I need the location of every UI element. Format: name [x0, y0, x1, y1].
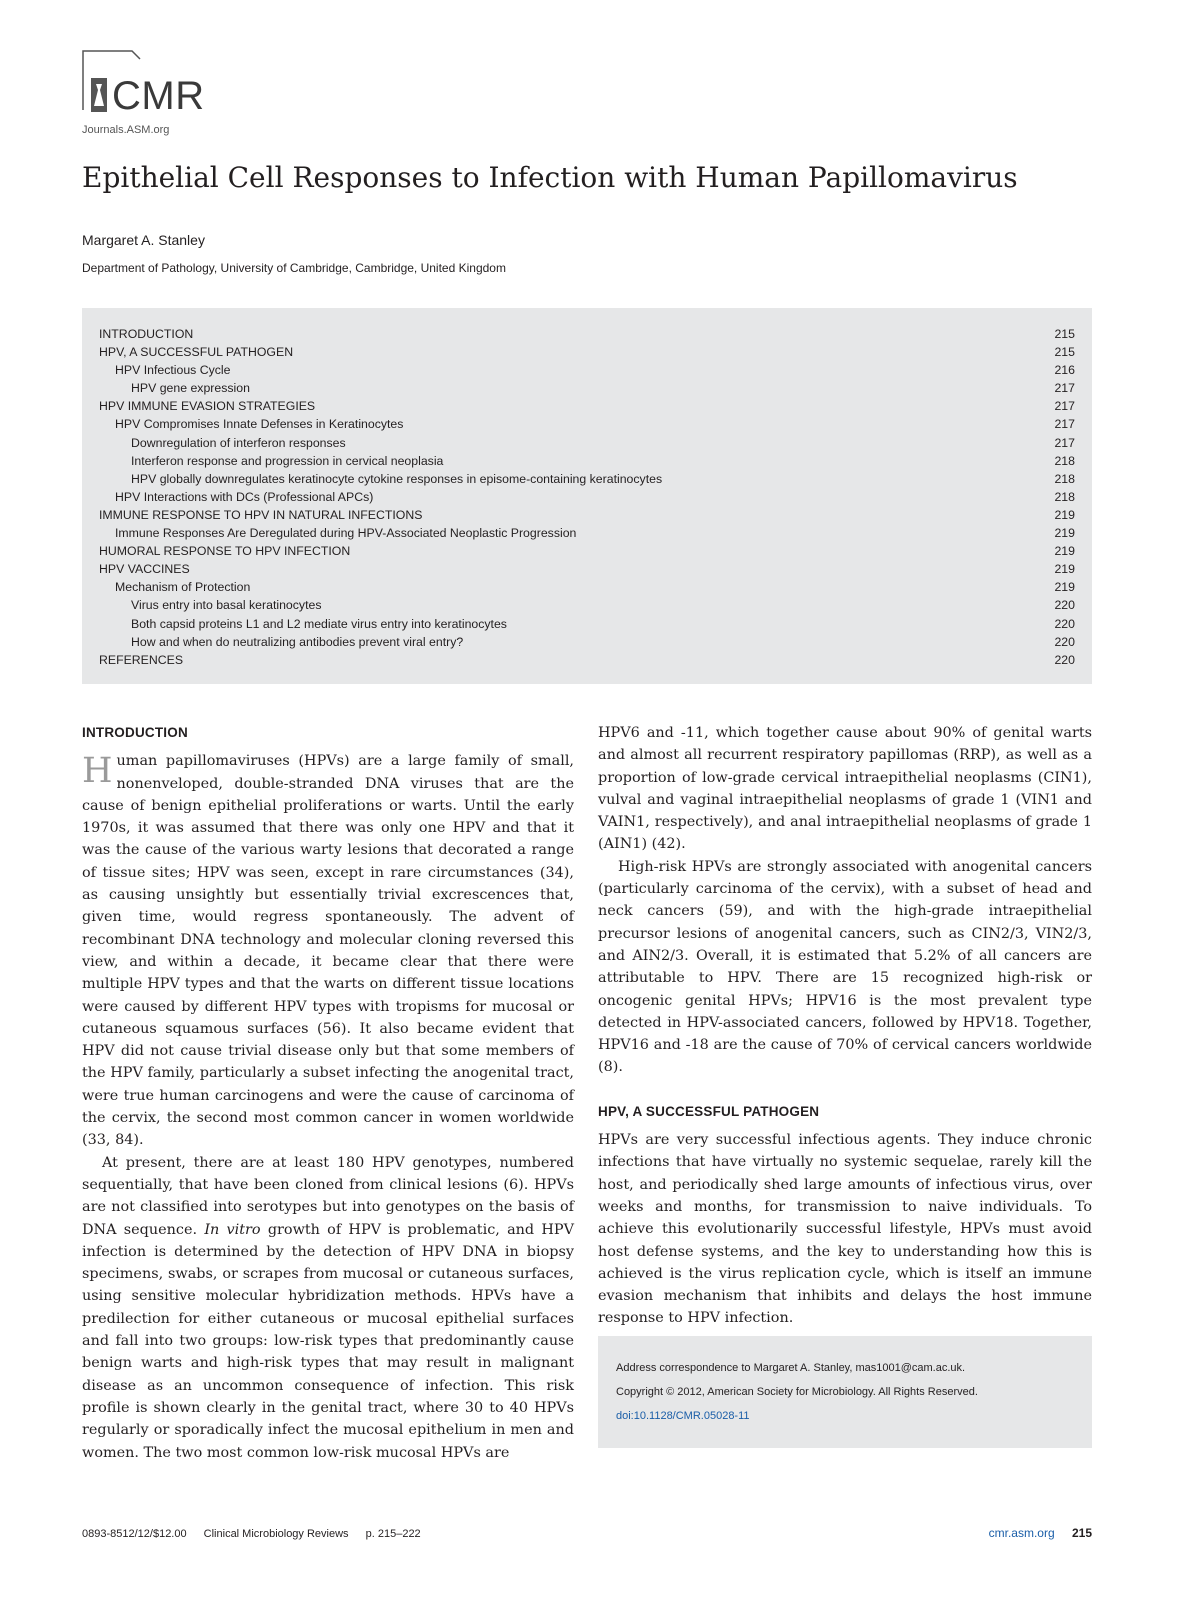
intro-paragraph-2 — [82, 1152, 574, 1464]
toc-entry-page: 220 — [1054, 652, 1075, 667]
footer-pages: p. 215–222 — [365, 1528, 421, 1540]
footer-right — [989, 1526, 1092, 1540]
toc-entry-page: 218 — [1054, 489, 1075, 504]
toc-entry-page: 220 — [1054, 616, 1075, 631]
section-heading-introduction: INTRODUCTION — [82, 725, 188, 740]
toc-entry-label: HPV IMMUNE EVASION STRATEGIES — [99, 399, 316, 414]
footer-page-number: 215 — [1071, 1526, 1092, 1540]
toc-entry-page: 218 — [1054, 471, 1075, 486]
logo-text: CMR — [112, 74, 205, 118]
toc-entry[interactable] — [99, 633, 1075, 651]
toc-entry-label: Both capsid proteins L1 and L2 mediate virus entry into keratinocytes — [131, 616, 507, 631]
toc-entry-label: HPV Interactions with DCs (Professional APCs) — [115, 489, 374, 504]
toc-entry[interactable] — [99, 325, 1075, 343]
section-heading-successful-pathogen: HPV, A SUCCESSFUL PATHOGEN — [598, 1103, 820, 1119]
footer-citation — [82, 1528, 435, 1540]
toc-entry[interactable] — [99, 542, 1075, 560]
toc-entry[interactable] — [99, 452, 1075, 470]
left-column — [82, 722, 574, 1464]
toc-entry[interactable] — [99, 488, 1075, 506]
right-paragraph-1: HPV6 and -11, which together cause about 90% of genital warts and almost all recurrent respiratory papillomas (RRP), as well as a proportion of low-grade cervical intraepithelial neoplasms (CIN1), vulval and vaginal intraepithelial neoplasms of grade 1 (VIN1 and VAIN1, respectively), and anal intraepithelial neoplasms of grade 1 (AIN1) (42). — [598, 725, 1092, 853]
toc-entry[interactable] — [99, 596, 1075, 614]
toc-entry[interactable] — [99, 615, 1075, 633]
toc-entry-label: INTRODUCTION — [99, 327, 194, 341]
toc-entry-page: 217 — [1054, 399, 1075, 414]
article-affiliation: Department of Pathology, University of Cambridge, Cambridge, United Kingdom — [82, 261, 506, 275]
toc-entry[interactable] — [99, 506, 1075, 524]
toc-entry[interactable] — [99, 651, 1075, 669]
toc-entry-page: 217 — [1054, 417, 1075, 432]
toc-entry-label: HPV Compromises Innate Defenses in Keratinocytes — [115, 417, 404, 432]
toc-entry[interactable] — [99, 434, 1075, 452]
toc-entry-label: REFERENCES — [99, 652, 184, 667]
toc-entry-page: 219 — [1054, 580, 1075, 595]
toc-entry-page: 217 — [1054, 435, 1075, 450]
toc-entry[interactable] — [99, 379, 1075, 397]
toc-entry[interactable] — [99, 343, 1075, 361]
article-title: Epithelial Cell Responses to Infection with Human Papillomavirus — [82, 161, 1018, 194]
journal-logo — [82, 50, 222, 140]
toc-entry-page: 220 — [1054, 598, 1075, 613]
footer-journal: Clinical Microbiology Reviews — [203, 1528, 349, 1540]
toc-entry-page: 219 — [1054, 526, 1075, 541]
toc-entry-label: HPV gene expression — [131, 381, 250, 396]
intro-paragraph-1 — [82, 750, 574, 1151]
intro-paragraph-2-start: At present, there are at least 180 HPV genotypes, numbered sequentially, that have been cloned from clinical lesions (6). HPVs are not classified into serotypes but into genotypes on the basis of DNA sequence. — [82, 1154, 574, 1238]
doi-link[interactable]: doi:10.1128/CMR.05028-11 — [616, 1410, 750, 1422]
toc-entry-label: HPV Infectious Cycle — [115, 363, 231, 378]
toc-entry[interactable] — [99, 361, 1075, 379]
logo-subtitle[interactable]: Journals.ASM.org — [82, 124, 170, 136]
toc-entry-label: How and when do neutralizing antibodies prevent viral entry? — [131, 634, 464, 649]
toc-entry[interactable] — [99, 524, 1075, 542]
toc-entry-label: HPV VACCINES — [99, 562, 190, 577]
toc-entry[interactable] — [99, 578, 1075, 596]
drop-cap: H — [82, 751, 113, 792]
footer-site-link[interactable]: cmr.asm.org — [988, 1526, 1055, 1540]
toc-entry[interactable] — [99, 560, 1075, 578]
copyright-notice: Copyright © 2012, American Society for Microbiology. All Rights Reserved. — [616, 1386, 978, 1398]
toc-entry[interactable] — [99, 397, 1075, 415]
toc-entry-page: 220 — [1054, 634, 1075, 649]
toc-entry-label: Interferon response and progression in cervical neoplasia — [131, 453, 444, 468]
intro-paragraph-2-italic: In vitro — [204, 1221, 261, 1238]
toc-entry-label: Downregulation of interferon responses — [131, 435, 346, 450]
article-author: Margaret A. Stanley — [82, 232, 205, 248]
toc-entry[interactable] — [99, 415, 1075, 433]
toc-entry[interactable] — [99, 470, 1075, 488]
correspondence-box — [598, 1336, 1092, 1448]
toc-entry-label: HPV globally downregulates keratinocyte cytokine responses in episome-containing keratinocytes — [131, 471, 663, 486]
toc-entry-page: 218 — [1054, 453, 1075, 468]
toc-entry-label: Virus entry into basal keratinocytes — [131, 598, 322, 613]
toc-entry-label: HUMORAL RESPONSE TO HPV INFECTION — [99, 544, 351, 559]
right-paragraph-3: HPVs are very successful infectious agents. They induce chronic infections that have virtually no systemic sequelae, rarely kill the host, and periodically shed large amounts of infectious virus, over weeks and months, for transmission to naive individuals. To achieve this evolutionarily successful lifestyle, HPVs must avoid host defense systems, and the key to understanding how this is achieved is the virus replication cycle, which is itself an immune evasion mechanism that inhibits and delays the host immune response to HPV infection. — [598, 1132, 1092, 1327]
right-column — [598, 722, 1092, 1330]
toc-entry-page: 217 — [1054, 381, 1075, 396]
toc-entry-page: 219 — [1054, 544, 1075, 559]
right-paragraph-2: High-risk HPVs are strongly associated with anogenital cancers (particularly carcinoma of the cervix), with a subset of head and neck cancers (59), and with the high-grade intraepithelial precursor lesions of anogenital cancers, such as CIN2/3, VIN2/3, and AIN2/3. Overall, it is estimated that 5.2% of all cancers are attributable to HPV. There are 15 recognized high-risk or oncogenic genital HPVs; HPV16 is the most prevalent type detected in HPV-associated cancers, followed by HPV18. Together, HPV16 and -18 are the cause of 70% of cervical cancers worldwide (8). — [598, 858, 1092, 1076]
intro-paragraph-2-end: growth of HPV is problematic, and HPV infection is determined by the detection of HPV DNA in biopsy specimens, swabs, or scrapes from mucosal or cutaneous surfaces, using sensitive molecular hybridization methods. HPVs have a predilection for either cutaneous or mucosal epithelial surfaces and fall into two groups: low-risk types that predominantly cause benign warts and high-risk types that may result in malignant disease as an uncommon consequence of infection. This risk profile is shown clearly in the genital tract, where 30 to 40 HPVs regularly or sporadically infect the mucosal epithelium in men and women. The two most common low-risk mucosal HPVs are — [82, 1221, 574, 1461]
footer-issn: 0893-8512/12/$12.00 — [82, 1528, 187, 1540]
toc-entry-page: 219 — [1054, 507, 1075, 522]
toc-entry-label: HPV, A SUCCESSFUL PATHOGEN — [99, 345, 294, 360]
toc-entry-page: 219 — [1054, 562, 1075, 577]
toc-entry-label: Immune Responses Are Deregulated during HPV-Associated Neoplastic Progression — [115, 526, 577, 541]
correspondence-address: Address correspondence to Margaret A. Stanley, mas1001@cam.ac.uk. — [616, 1362, 966, 1374]
toc-entry-page: 216 — [1054, 363, 1075, 378]
toc-entry-label: IMMUNE RESPONSE TO HPV IN NATURAL INFECTIONS — [99, 507, 423, 522]
toc-entry-label: Mechanism of Protection — [115, 580, 251, 595]
toc-entry-page: 215 — [1054, 345, 1075, 360]
table-of-contents — [82, 308, 1092, 684]
toc-entry-page: 215 — [1054, 327, 1075, 341]
intro-paragraph-1-text: uman papillomaviruses (HPVs) are a large family of small, nonenveloped, double-stranded DNA viruses that are the cause of benign epithelial proliferations or warts. Until the early 1970s, it was assumed that there was only one HPV and that it was the cause of the various warty lesions that decorated a range of tissue sites; HPV was seen, except in rare circumstances (34), as causing unsightly but essentially trivial excrescences that, given time, would regress spontaneously. The advent of recombinant DNA technology and molecular cloning reversed this view, and within a decade, it became clear that there were multiple HPV types and that the warts on different tissue locations were caused by different HPV types with tropisms for mucosal or cutaneous squamous surfaces (56). It also became evident that HPV did not cause trivial disease only but that some members of the HPV family, particularly a subset infecting the anogenital tract, were true human carcinogens and were the cause of carcinoma of the cervix, the second most common cancer in women worldwide (33, 84). — [82, 753, 574, 1149]
